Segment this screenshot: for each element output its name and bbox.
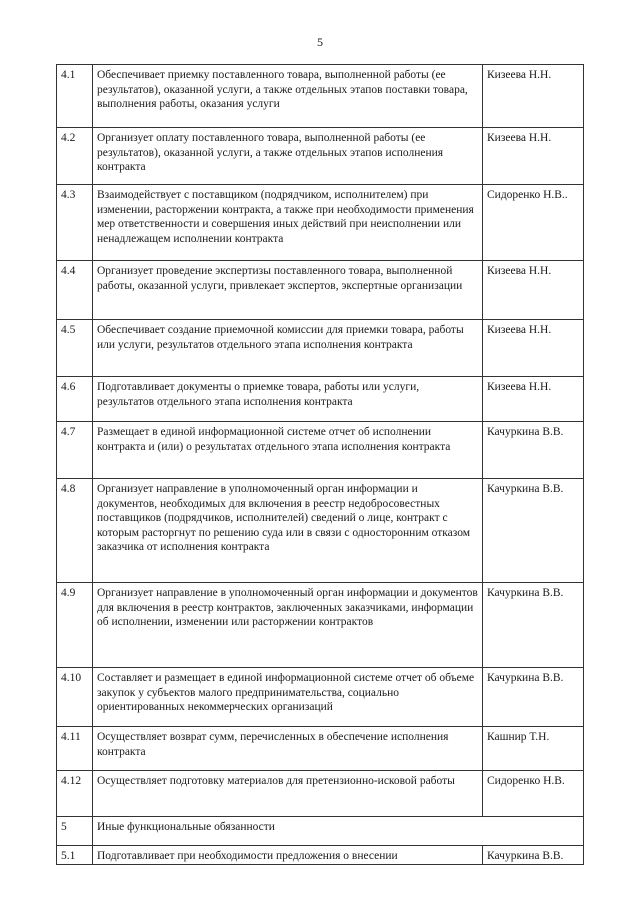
row-number: 5	[57, 817, 93, 846]
responsible-person: Качуркина В.В.	[483, 422, 584, 479]
row-number: 4.9	[57, 583, 93, 668]
row-number: 4.4	[57, 261, 93, 320]
table-row	[57, 320, 584, 377]
row-number: 4.6	[57, 377, 93, 422]
duty-description: Организует оплату поставленного товара, выполненной работы (ее результатов), оказанной услуги, а также отдельных этапов исполнения контракта	[93, 128, 483, 185]
responsible-person: Кизеева Н.Н.	[483, 261, 584, 320]
duty-description: Подготавливает при необходимости предложения о внесении	[93, 846, 483, 865]
row-number: 4.1	[57, 65, 93, 128]
table-row	[57, 185, 584, 261]
responsible-person: Качуркина В.В.	[483, 479, 584, 583]
row-number: 4.3	[57, 185, 93, 261]
duty-description: Обеспечивает создание приемочной комиссии для приемки товара, работы или услуги, результатов отдельного этапа исполнения контракта	[93, 320, 483, 377]
table-row	[57, 128, 584, 185]
row-number: 4.12	[57, 771, 93, 817]
row-number: 4.2	[57, 128, 93, 185]
responsible-person: Кизеева Н.Н.	[483, 128, 584, 185]
duty-description: Организует направление в уполномоченный орган информации и документов, необходимых для включения в реестр недобросовестных поставщиков (подрядчиков, исполнителей) сведений о лице, контракт с которым расторгнут по решению суда или в связи с односторонним отказом заказчика от исполнения контракта	[93, 479, 483, 583]
section-row	[57, 817, 584, 846]
row-number: 5.1	[57, 846, 93, 865]
duty-description: Организует направление в уполномоченный орган информации и документов для включения в реестр контрактов, заключенных заказчиками, информации об исполнении, изменении или расторжении контрактов	[93, 583, 483, 668]
row-number: 4.7	[57, 422, 93, 479]
responsible-person: Кашнир Т.Н.	[483, 727, 584, 771]
row-number: 4.5	[57, 320, 93, 377]
section-title: Иные функциональные обязанности	[93, 817, 584, 846]
row-number: 4.10	[57, 668, 93, 727]
table-row	[57, 65, 584, 128]
table-row	[57, 261, 584, 320]
duty-description: Размещает в единой информационной системе отчет об исполнении контракта и (или) о результатах отдельного этапа исполнения контракта	[93, 422, 483, 479]
duty-description: Осуществляет подготовку материалов для претензионно-исковой работы	[93, 771, 483, 817]
table-row	[57, 583, 584, 668]
duty-description: Взаимодействует с поставщиком (подрядчиком, исполнителем) при изменении, расторжении контракта, а также при необходимости применения мер ответственности и совершения иных действий при неисполнении или ненадлежащем исполнении контракта	[93, 185, 483, 261]
responsible-person: Сидоренко Н.В.	[483, 771, 584, 817]
table-row	[57, 479, 584, 583]
table-row	[57, 422, 584, 479]
responsible-person: Качуркина В.В.	[483, 583, 584, 668]
duties-table	[56, 64, 584, 865]
table-row	[57, 668, 584, 727]
page-number: 5	[317, 35, 323, 49]
responsible-person: Кизеева Н.Н.	[483, 320, 584, 377]
duty-description: Обеспечивает приемку поставленного товара, выполненной работы (ее результатов), оказанной услуги, а также отдельных этапов поставки товара, выполнения работы, оказания услуги	[93, 65, 483, 128]
table-row	[57, 846, 584, 865]
responsible-person: Кизеева Н.Н.	[483, 65, 584, 128]
table-row	[57, 771, 584, 817]
responsible-person: Качуркина В.В.	[483, 668, 584, 727]
duty-description: Осуществляет возврат сумм, перечисленных в обеспечение исполнения контракта	[93, 727, 483, 771]
table-row	[57, 727, 584, 771]
row-number: 4.8	[57, 479, 93, 583]
responsible-person: Сидоренко Н.В..	[483, 185, 584, 261]
duty-description: Подготавливает документы о приемке товара, работы или услуги, результатов отдельного этапа исполнения контракта	[93, 377, 483, 422]
row-number: 4.11	[57, 727, 93, 771]
duty-description: Составляет и размещает в единой информационной системе отчет об объеме закупок у субъектов малого предпринимательства, социально ориентированных некоммерческих организаций	[93, 668, 483, 727]
table-row	[57, 377, 584, 422]
responsible-person: Качуркина В.В.	[483, 846, 584, 865]
responsible-person: Кизеева Н.Н.	[483, 377, 584, 422]
duty-description: Организует проведение экспертизы поставленного товара, выполненной работы, оказанной услуги, привлекает экспертов, экспертные организации	[93, 261, 483, 320]
